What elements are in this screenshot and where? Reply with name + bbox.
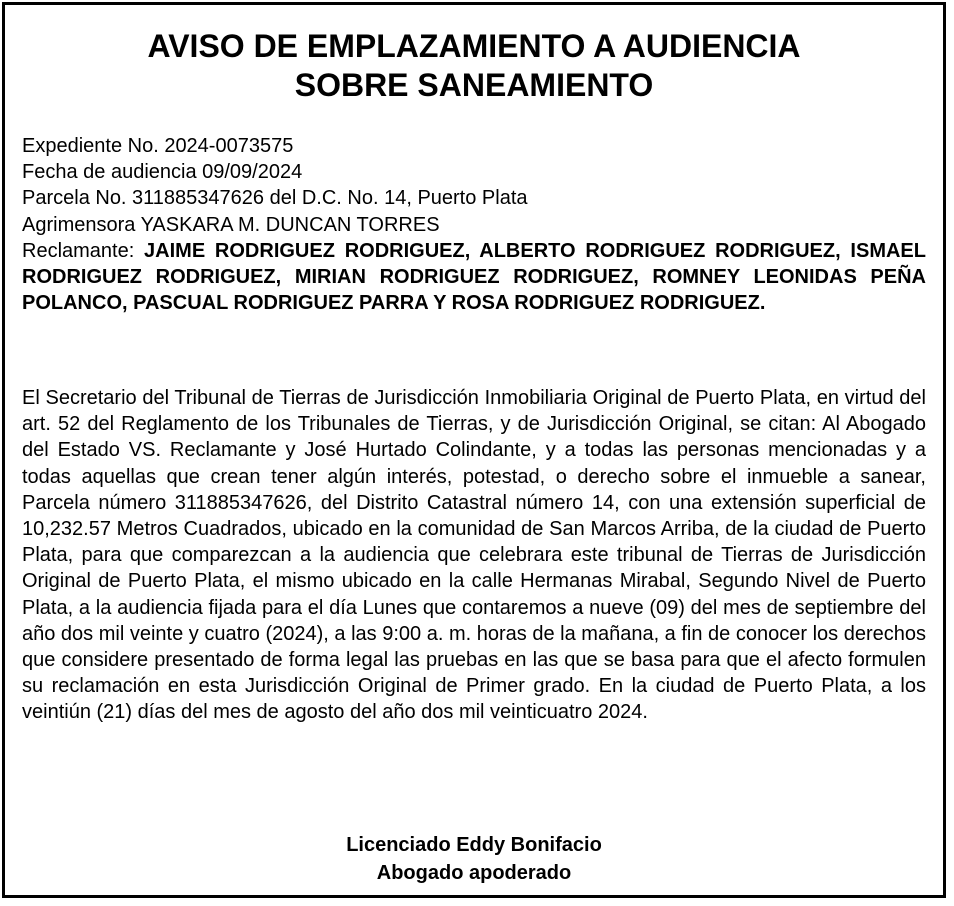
hearing-date: Fecha de audiencia 09/09/2024: [22, 161, 303, 184]
claimants-names: JAIME RODRIGUEZ RODRIGUEZ, ALBERTO RODRIGUEZ RODRIGUEZ, ISMAEL RODRIGUEZ RODRIGUEZ, MIRIAN RODRIGUEZ RODRIGUEZ, ROMNEY LEONIDAS PEÑA POLANCO, PASCUAL RODRIGUEZ PARRA Y ROSA RODRIGUEZ RODRIGUEZ.: [22, 239, 926, 315]
title-line-1: AVISO DE EMPLAZAMIENTO A AUDIENCIA: [147, 28, 801, 64]
parcel-number: Parcela No. 311885347626 del D.C. No. 14, Puerto Plata: [22, 187, 528, 210]
claimants-label: Reclamante:: [22, 239, 135, 262]
case-details: [22, 133, 926, 316]
signature-name: Licenciado Eddy Bonifacio: [346, 834, 602, 856]
legal-notice: [2, 2, 946, 898]
title-line-2: SOBRE SANEAMIENTO: [294, 67, 654, 103]
surveyor-name: Agrimensora YASKARA M. DUNCAN TORRES: [22, 213, 440, 236]
notice-body: El Secretario del Tribunal de Tierras de Jurisdicción Inmobiliaria Original de Puerto Plata, en virtud del art. 52 del Reglamento de los Tribunales de Tierras, y de Jurisdicción Original, se citan: Al Abogado del Estado VS. Reclamante y José Hurtado Colindante, y a todas las personas mencionadas y a todas aquellas que crean tener algún interés, potestad, o derecho sobre el inmueble a sanear, Parcela número 311885347626, del Distrito Catastral número 14, con una extensión superficial de 10,232.57 Metros Cuadrados, ubicado en la comunidad de San Marcos Arriba, de la ciudad de Puerto Plata, para que comparezcan a la audiencia que celebrara este tribunal de Tierras de Jurisdicción Original de Puerto Plata, el mismo ubicado en la calle Hermanas Mirabal, Segundo Nivel de Puerto Plata, a la audiencia fijada para el día Lunes que contaremos a nueve (09) del mes de septiembre del año dos mil veinte y cuatro (2024), a las 9:00 a. m. horas de la mañana, a fin de conocer los derechos que considere presentado de forma legal las pruebas en las que se basa para que el afecto formulen su reclamación en esta Jurisdicción Original de Primer grado. En la ciudad de Puerto Plata, a los veintiún (21) días del mes de agosto del año dos mil veinticuatro 2024.: [22, 387, 926, 724]
signature-block: [5, 831, 943, 887]
claimants-paragraph: [22, 238, 926, 317]
expediente-number: Expediente No. 2024-0073575: [22, 135, 294, 157]
signature-role: Abogado apoderado: [376, 862, 572, 884]
notice-title: [5, 27, 943, 105]
